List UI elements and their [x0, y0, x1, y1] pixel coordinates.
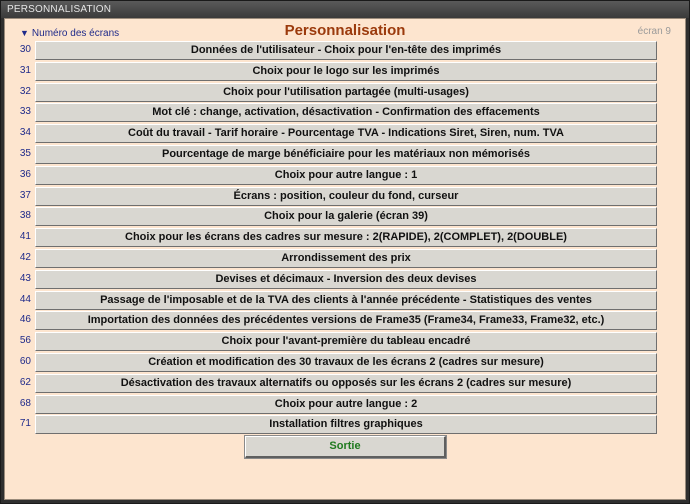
menu-button-screen-31[interactable]: Choix pour le logo sur les imprimés: [35, 62, 657, 81]
menu-row: [5, 83, 685, 102]
menu-button-screen-30[interactable]: Données de l'utilisateur - Choix pour l'en-tête des imprimés: [35, 41, 657, 60]
menu-button-screen-32[interactable]: Choix pour l'utilisation partagée (multi-usages): [35, 83, 657, 102]
menu-row: [5, 41, 685, 60]
menu-row: [5, 187, 685, 206]
menu-row: [5, 166, 685, 185]
screen-number-label: 31: [19, 64, 31, 76]
menu-button-screen-43[interactable]: Devises et décimaux - Inversion des deux devises: [35, 270, 657, 289]
menu-button-screen-36[interactable]: Choix pour autre langue : 1: [35, 166, 657, 185]
menu-button-screen-46[interactable]: Importation des données des précédentes versions de Frame35 (Frame34, Frame33, Frame32, etc.): [35, 311, 657, 330]
screen-number-label: 46: [19, 314, 31, 326]
menu-row: [5, 103, 685, 122]
main-panel: [4, 18, 686, 500]
screen-number-label: 33: [19, 106, 31, 118]
menu-button-screen-38[interactable]: Choix pour la galerie (écran 39): [35, 207, 657, 226]
menu-button-screen-41[interactable]: Choix pour les écrans des cadres sur mesure : 2(RAPIDE), 2(COMPLET), 2(DOUBLE): [35, 228, 657, 247]
menu-row: [5, 415, 685, 434]
triangle-down-icon: ▼: [20, 28, 29, 38]
menu-row: [5, 270, 685, 289]
menu-row: [5, 228, 685, 247]
screen-number-label: 38: [19, 210, 31, 222]
menu-button-screen-62[interactable]: Désactivation des travaux alternatifs ou opposés sur les écrans 2 (cadres sur mesure): [35, 374, 657, 393]
screen-number-label: 44: [19, 293, 31, 305]
menu-button-screen-34[interactable]: Coût du travail - Tarif horaire - Pourcentage TVA - Indications Siret, Siren, num. TVA: [35, 124, 657, 143]
menu-row: [5, 332, 685, 351]
menu-row: [5, 353, 685, 372]
menu-button-screen-44[interactable]: Passage de l'imposable et de la TVA des clients à l'année précédente - Statistiques des ventes: [35, 291, 657, 310]
menu-button-screen-33[interactable]: Mot clé : change, activation, désactivation - Confirmation des effacements: [35, 103, 657, 122]
menu-row: [5, 124, 685, 143]
menu-row: [5, 374, 685, 393]
screen-number-label: 56: [19, 335, 31, 347]
menu-row: [5, 311, 685, 330]
screen-number-label: 43: [19, 272, 31, 284]
screen-number-label: 41: [19, 231, 31, 243]
screen-number-label: 60: [19, 356, 31, 367]
screen-number-label: 42: [19, 252, 31, 263]
page-title: Personnalisation: [284, 22, 406, 39]
menu-button-screen-56[interactable]: Choix pour l'avant-première du tableau encadré: [35, 332, 657, 351]
screens-column-label-text: Numéro des écrans: [31, 28, 120, 39]
window-titlebar: PERSONNALISATION: [1, 1, 689, 18]
menu-button-screen-42[interactable]: Arrondissement des prix: [35, 249, 657, 268]
menu-row: [5, 145, 685, 164]
screen-number-label: 37: [19, 189, 31, 201]
screen-number-label: 36: [19, 168, 31, 180]
screen-number-label: 71: [19, 418, 31, 430]
menu-button-screen-37[interactable]: Écrans : position, couleur du fond, curseur: [35, 187, 657, 206]
screen-number-label: 35: [19, 148, 31, 159]
exit-button[interactable]: Sortie: [245, 436, 446, 458]
menu-row: [5, 207, 685, 226]
screen-number-label: 32: [19, 85, 31, 97]
menu-button-screen-68[interactable]: Choix pour autre langue : 2: [35, 395, 657, 414]
menu-button-screen-60[interactable]: Création et modification des 30 travaux de les écrans 2 (cadres sur mesure): [35, 353, 657, 372]
menu-button-screen-35[interactable]: Pourcentage de marge bénéficiaire pour les matériaux non mémorisés: [35, 145, 657, 164]
screen-number-label: 30: [19, 44, 31, 55]
screen-number: écran 9: [637, 26, 671, 37]
screen-number-label: 68: [19, 397, 31, 409]
screen-number-label: 62: [19, 376, 31, 388]
menu-row: [5, 249, 685, 268]
menu-row: [5, 395, 685, 414]
menu-row: [5, 291, 685, 310]
menu-button-screen-71[interactable]: Installation filtres graphiques: [35, 415, 657, 434]
screen-number-label: 34: [19, 127, 31, 139]
menu-row: [5, 62, 685, 81]
